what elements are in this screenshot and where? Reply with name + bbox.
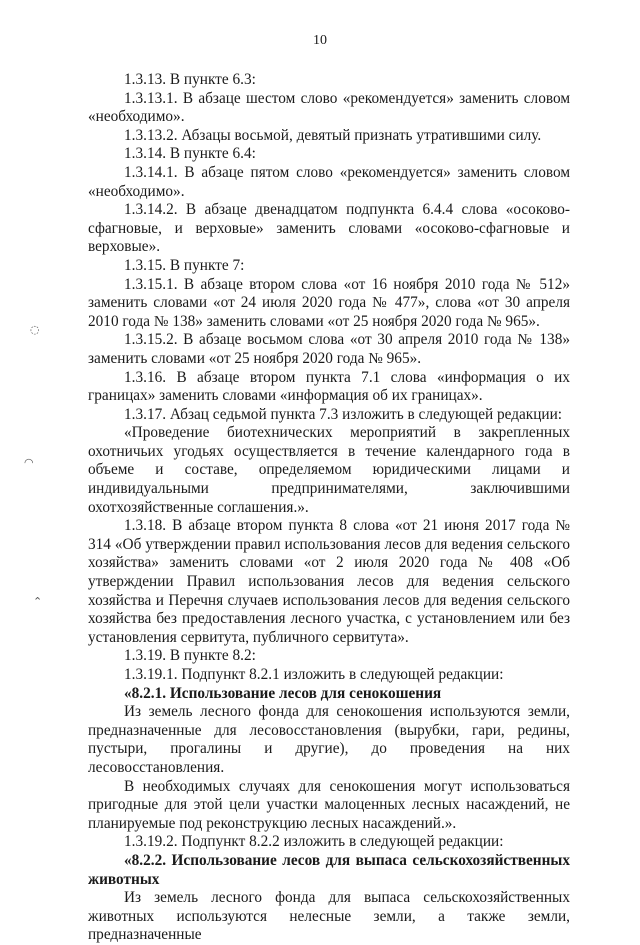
paragraph: 1.3.13.1. В абзаце шестом слово «рекомендуется» заменить словом «необходимо».	[88, 89, 570, 126]
paragraph: 1.3.19.1. Подпункт 8.2.1 изложить в следующей редакции:	[124, 666, 504, 683]
paragraph: 1.3.15.2. В абзаце восьмом слова «от 30 апреля 2010 года № 138» заменить словами «от 25 ноября 2020 года № 965».	[88, 331, 570, 367]
paragraph: 1.3.15.1. В абзаце втором слова «от 16 ноября 2010 года № 512» заменить словами «от 24 июля 2020 года № 477», слова «от 30 апреля 2010 года № 138» заменить словами «от 25 ноября 2020 года № 965».	[88, 275, 570, 330]
paragraph: 1.3.14. В пункте 6.4:	[124, 145, 256, 163]
punch-hole-mark-icon: ◠	[24, 456, 34, 469]
paragraph: 1.3.18. В абзаце втором пункта 8 слова «от 21 июня 2017 года № 314 «Об утверждении правил использования лесов для ведения сельского хозяйства» заменить словами «от 2 июля 2020 года № 408 «Об утверждении Правил использования лесов для ведения сельского хозяйства и Перечня случаев использования лесов для ведения сельского хозяйства без предоставления лесного участка, с установлением или без установления сервитута, публичного сервитута».	[88, 517, 570, 646]
paragraph: Из земель лесного фонда для сенокошения используются земли, предназначенные для лесовосстановления (вырубки, гари, редины, пустыри, прогалины и другие), до проведения на них лесовосстановления.	[88, 703, 570, 776]
paragraph: 1.3.13.2. Абзацы восьмой, девятый признать утратившими силу.	[124, 126, 542, 144]
paragraph: В необходимых случаях для сенокошения могут использоваться пригодные для этой цели участки малоценных лесных насаждений, не планируемые под реконструкцию лесных насаждений.».	[88, 777, 570, 832]
paragraph: 1.3.15. В пункте 7:	[124, 256, 245, 274]
document-body	[88, 71, 570, 945]
paragraph: Из земель лесного фонда для выпаса сельскохозяйственных животных используются нелесные земли, а также земли, предназначенные	[88, 889, 570, 944]
paragraph: 1.3.17. Абзац седьмой пункта 7.3 изложить в следующей редакции:	[124, 405, 563, 423]
section-heading: «8.2.2. Использование лесов для выпаса сельскохозяйственных животных	[88, 851, 570, 888]
section-heading: «8.2.1. Использование лесов для сенокошения	[124, 684, 442, 702]
paragraph: 1.3.19.2. Подпункт 8.2.2 изложить в следующей редакции:	[124, 833, 504, 851]
punch-hole-mark-icon: ⌃	[33, 595, 43, 608]
paragraph: 1.3.16. В абзаце втором пункта 7.1 слова «информация о их границах» заменить словами «информация об их границах».	[88, 368, 570, 405]
quoted-paragraph: «Проведение биотехнических мероприятий в закрепленных охотничьих угодьях осуществляется в течение календарного года в объеме и составе, определяемом юридическими лицами и индивидуальными предпринимателями, заключившими охотхозяйственные соглашения.».	[88, 424, 570, 516]
paragraph: 1.3.13. В пункте 6.3:	[124, 71, 256, 88]
page-number: 10	[313, 33, 327, 48]
paragraph: 1.3.19. В пункте 8.2:	[124, 647, 256, 665]
paragraph: 1.3.14.2. В абзаце двенадцатом подпункта 6.4.4 слова «осоково-сфагновые, и верховые» заменить словами «осоково-сфагновые и верховые».	[88, 201, 570, 256]
paragraph: 1.3.14.1. В абзаце пятом слово «рекомендуется» заменить словом «необходимо».	[88, 163, 570, 200]
punch-hole-mark-icon: ◌	[30, 323, 40, 336]
